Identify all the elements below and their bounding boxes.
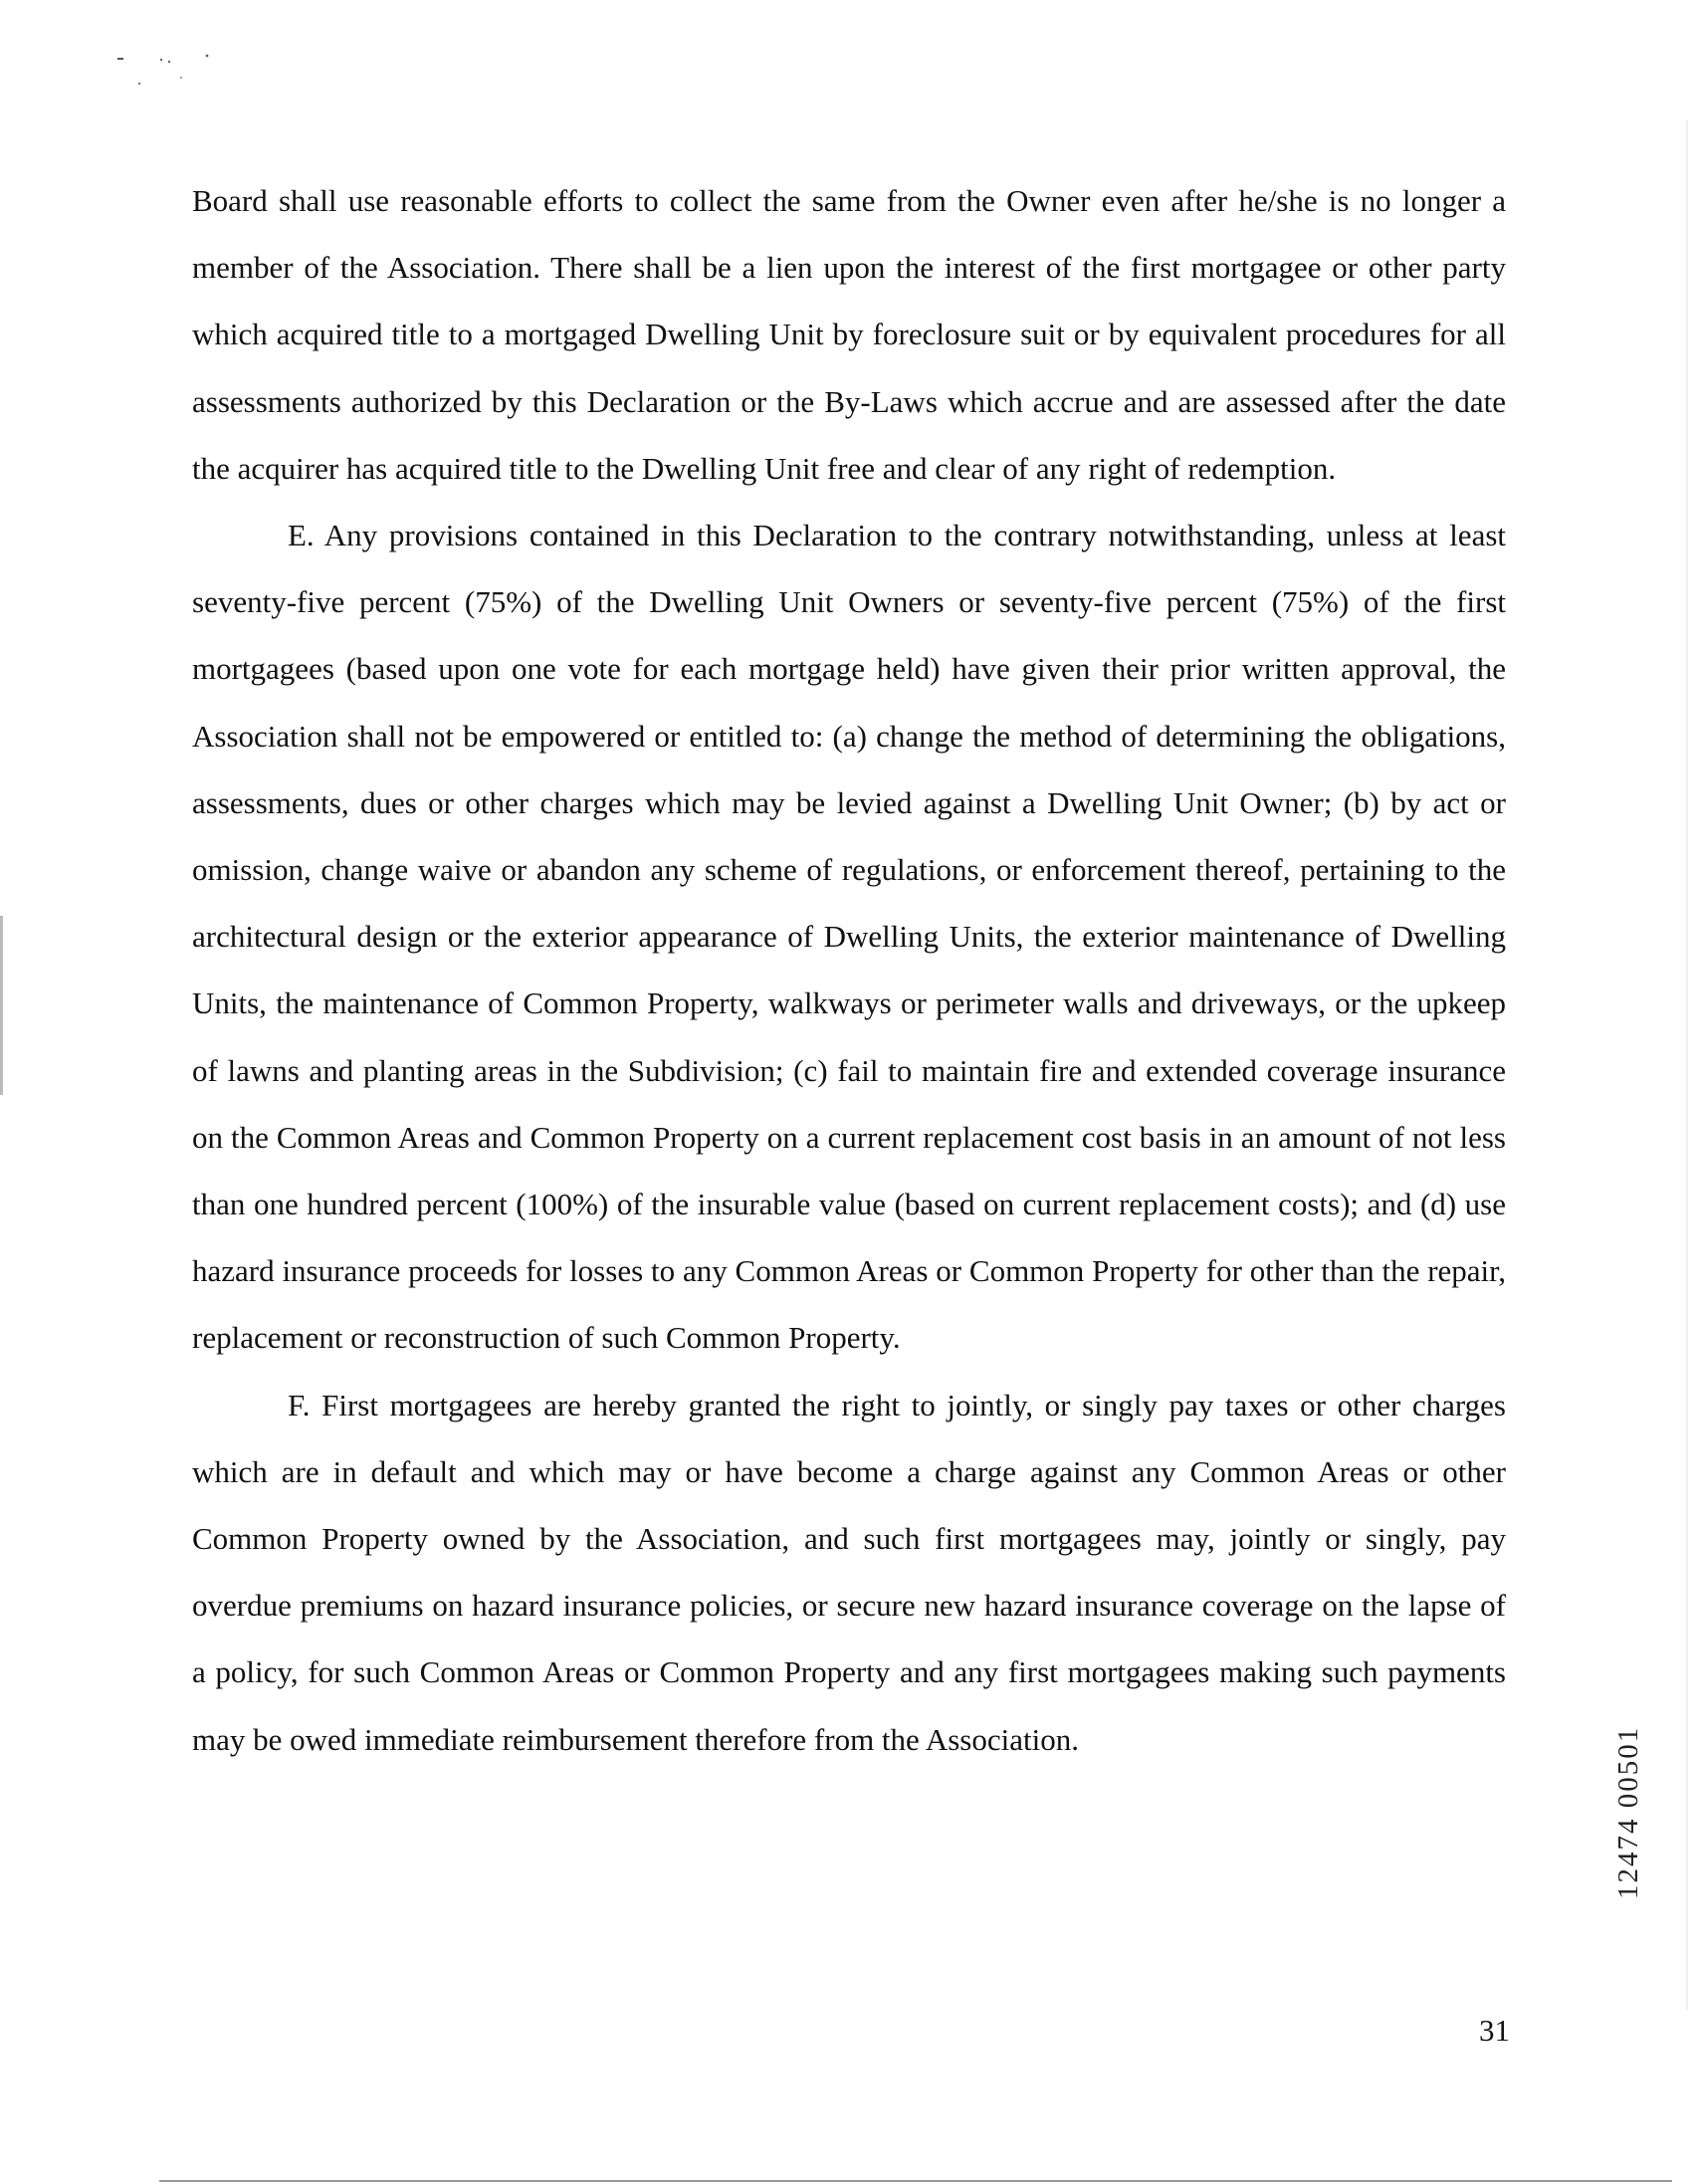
- scan-right-edge-mark: [1686, 119, 1688, 2011]
- scan-bottom-edge-line: [159, 2180, 1672, 2182]
- scan-left-edge-mark: [0, 916, 3, 1095]
- paragraph-section-f: F. First mortgagees are hereby granted the right to jointly, or singly pay taxes or other charges which are in default and which may or have become a charge against any Common Areas or other Common Property owned by the Association, and such first mortgagees may, jointly or singly, pay overdue premiums on hazard insurance policies, or secure new hazard insurance coverage on the lapse of a policy, for such Common Areas or Common Property and any first mortgagees making such payments may be owed immediate reimbursement therefore from the Association.: [192, 1387, 1506, 1757]
- scan-artifact-specks: [109, 50, 229, 109]
- page-number: 31: [1479, 2013, 1510, 2048]
- body-text: [192, 167, 1506, 1773]
- recording-stamp-number: 12474 00501: [1612, 1725, 1644, 1899]
- paragraph-continuation: Board shall use reasonable efforts to collect the same from the Owner even after he/she is no longer a member of the Association. There shall be a lien upon the interest of the first mortgagee or other party which acquired title to a mortgaged Dwelling Unit by foreclosure suit or by equivalent procedures for all assessments authorized by this Declaration or the By-Laws which accrue and are assessed after the date the acquirer has acquired title to the Dwelling Unit free and clear of any right of redemption.: [192, 183, 1506, 486]
- paragraph-section-e: E. Any provisions contained in this Declaration to the contrary notwithstanding, unless at least seventy-five percent (75%) of the Dwelling Unit Owners or seventy-five percent (75%) of the first mortgagees (based upon one vote for each mortgage held) have given their prior written approval, the Association shall not be empowered or entitled to: (a) change the method of determining the obligations, assessments, dues or other charges which may be levied against a Dwelling Unit Owner; (b) by act or omission, change waive or abandon any scheme of regulations, or enforcement thereof, pertaining to the architectural design or the exterior appearance of Dwelling Units, the exterior maintenance of Dwelling Units, the maintenance of Common Property, walkways or perimeter walls and driveways, or the upkeep of lawns and planting areas in the Subdivision; (c) fail to maintain fire and extended coverage insurance on the Common Areas and Common Property on a current replacement cost basis in an amount of not less than one hundred percent (100%) of the insurable value (based on current replacement costs); and (d) use hazard insurance proceeds for losses to any Common Areas or Common Property for other than the repair, replacement or reconstruction of such Common Property.: [192, 518, 1506, 1356]
